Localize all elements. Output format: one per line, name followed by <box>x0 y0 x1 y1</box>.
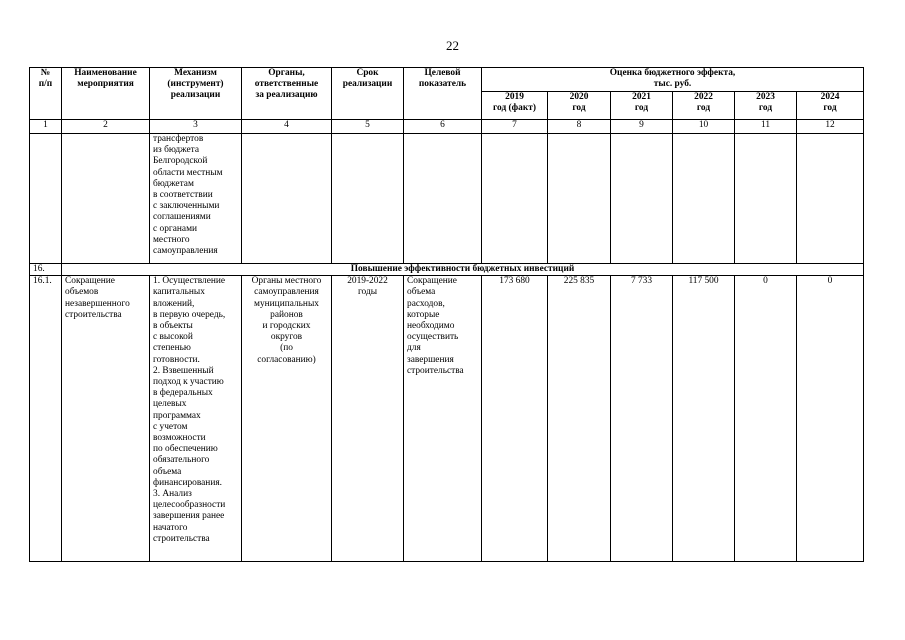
item-value-2022: 117 500 <box>673 276 735 562</box>
column-number: 3 <box>150 120 242 134</box>
header-term: Срок реализации <box>332 68 404 120</box>
header-year-2020: 2020 год <box>548 92 611 120</box>
item-organs-cell: Органы местного самоуправления муниципальных районов и городских округов (по согласованию) <box>242 276 332 562</box>
column-number: 2 <box>62 120 150 134</box>
column-number: 7 <box>482 120 548 134</box>
item-number: 16.1. <box>30 276 62 562</box>
header-organs: Органы, ответственные за реализацию <box>242 68 332 120</box>
column-number: 1 <box>30 120 62 134</box>
column-number: 9 <box>611 120 673 134</box>
cont-term-cell <box>332 134 404 264</box>
cont-value-cell <box>797 134 864 264</box>
cont-name-cell <box>62 134 150 264</box>
cont-value-cell <box>735 134 797 264</box>
continuation-row <box>30 134 864 264</box>
cont-mechanism-cell: трансфертов из бюджета Белгородской области местным бюджетам в соответствии с заключенными соглашениями с органами местного самоуправления <box>150 134 242 264</box>
header-row-1 <box>30 68 864 92</box>
column-number: 4 <box>242 120 332 134</box>
item-value-2019: 173 680 <box>482 276 548 562</box>
item-value-2021: 7 733 <box>611 276 673 562</box>
item-value-2023: 0 <box>735 276 797 562</box>
cont-value-cell <box>482 134 548 264</box>
budget-effect-table <box>29 67 864 562</box>
column-number-row <box>30 120 864 134</box>
header-no: № п/п <box>30 68 62 120</box>
column-number: 10 <box>673 120 735 134</box>
header-year-2021: 2021 год <box>611 92 673 120</box>
header-year-2022: 2022 год <box>673 92 735 120</box>
header-year-2024: 2024 год <box>797 92 864 120</box>
item-row <box>30 276 864 562</box>
section-title: Повышение эффективности бюджетных инвестиций <box>62 264 864 276</box>
cont-value-cell <box>673 134 735 264</box>
column-number: 12 <box>797 120 864 134</box>
header-year-2019: 2019 год (факт) <box>482 92 548 120</box>
cont-value-cell <box>548 134 611 264</box>
section-row <box>30 264 864 276</box>
header-name: Наименование мероприятия <box>62 68 150 120</box>
cont-indicator-cell <box>404 134 482 264</box>
column-number: 5 <box>332 120 404 134</box>
column-number: 8 <box>548 120 611 134</box>
header-budget-effect: Оценка бюджетного эффекта, тыс. руб. <box>482 68 864 92</box>
item-term-cell: 2019-2022 годы <box>332 276 404 562</box>
item-name-cell: Сокращение объемов незавершенного строительства <box>62 276 150 562</box>
item-mechanism-cell: 1. Осуществление капитальных вложений, в первую очередь, в объекты с высокой степенью готовности. 2. Взвешенный подход к участию в федеральных целевых программах с учетом возможности по обеспечению обязательного объема финансирования. 3. Анализ целесообразности завершения ранее начатого строительства <box>150 276 242 562</box>
item-value-2024: 0 <box>797 276 864 562</box>
header-year-2023: 2023 год <box>735 92 797 120</box>
column-number: 11 <box>735 120 797 134</box>
section-number: 16. <box>30 264 62 276</box>
column-number: 6 <box>404 120 482 134</box>
cont-organs-cell <box>242 134 332 264</box>
cont-value-cell <box>611 134 673 264</box>
item-value-2020: 225 835 <box>548 276 611 562</box>
item-indicator-cell: Сокращение объема расходов, которые необходимо осуществить для завершения строительства <box>404 276 482 562</box>
page-number: 22 <box>446 38 459 53</box>
header-mechanism: Механизм (инструмент) реализации <box>150 68 242 120</box>
header-indicator: Целевой показатель <box>404 68 482 120</box>
cont-no-cell <box>30 134 62 264</box>
